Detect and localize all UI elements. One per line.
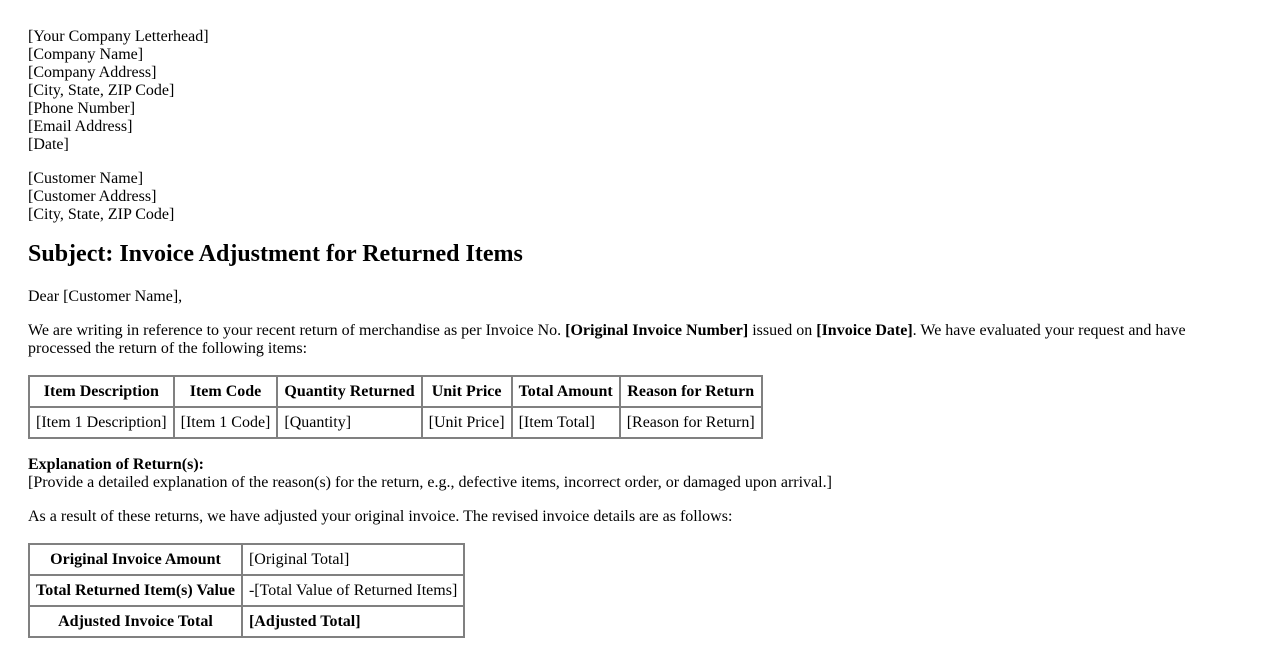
intro-text-2: issued on <box>748 322 817 339</box>
customer-city-state-zip: [City, State, ZIP Code] <box>28 206 175 223</box>
customer-address: [Customer Address] <box>28 188 157 205</box>
header-unit-price: Unit Price <box>422 376 512 407</box>
table-row <box>29 575 464 606</box>
greeting: Dear [Customer Name], <box>28 288 183 305</box>
invoice-number: [Original Invoice Number] <box>565 322 749 339</box>
company-name: [Company Name] <box>28 46 144 63</box>
cell-item-code: [Item 1 Code] <box>174 407 278 438</box>
summary-paragraph: As a result of these returns, we have adjusted your original invoice. The revised invoice details are as follows: <box>28 508 733 525</box>
adjusted-invoice-total-value: [Adjusted Total] <box>242 606 464 637</box>
table-row <box>29 544 464 575</box>
company-city-state-zip: [City, State, ZIP Code] <box>28 82 175 99</box>
table-row <box>29 606 464 637</box>
cell-quantity: [Quantity] <box>277 407 421 438</box>
invoice-totals-table <box>28 543 465 638</box>
header-item-code: Item Code <box>174 376 278 407</box>
header-reason-for-return: Reason for Return <box>620 376 762 407</box>
adjusted-invoice-total-label: Adjusted Invoice Total <box>29 606 242 637</box>
cell-reason-for-return: [Reason for Return] <box>620 407 762 438</box>
intro-paragraph <box>28 322 1218 358</box>
original-invoice-amount-label: Original Invoice Amount <box>29 544 242 575</box>
subject-heading: Subject: Invoice Adjustment for Returned Items <box>28 241 523 267</box>
letterhead-line: [Your Company Letterhead] <box>28 28 209 45</box>
company-phone: [Phone Number] <box>28 100 136 117</box>
returned-items-value-value: -[Total Value of Returned Items] <box>242 575 464 606</box>
cell-unit-price: [Unit Price] <box>422 407 512 438</box>
intro-text-1: We are writing in reference to your recent return of merchandise as per Invoice No. <box>28 322 566 339</box>
explanation-text: [Provide a detailed explanation of the reason(s) for the return, e.g., defective items, incorrect order, or damaged upon arrival.] <box>28 474 832 491</box>
header-total-amount: Total Amount <box>512 376 620 407</box>
customer-name: [Customer Name] <box>28 170 144 187</box>
original-invoice-amount-value: [Original Total] <box>242 544 464 575</box>
header-item-description: Item Description <box>29 376 174 407</box>
company-address: [Company Address] <box>28 64 157 81</box>
intro-text-3: . We have evaluated your request and have processed the return of the following items: <box>28 322 1186 357</box>
cell-item-description: [Item 1 Description] <box>29 407 174 438</box>
table-row <box>29 407 762 438</box>
cell-item-total: [Item Total] <box>512 407 620 438</box>
letter-date: [Date] <box>28 136 69 153</box>
letterhead-block <box>28 28 1250 154</box>
header-quantity-returned: Quantity Returned <box>277 376 421 407</box>
invoice-date: [Invoice Date] <box>816 322 913 339</box>
recipient-block <box>28 170 1250 224</box>
explanation-title: Explanation of Return(s): <box>28 456 205 473</box>
returned-items-table <box>28 375 763 439</box>
company-email: [Email Address] <box>28 118 133 135</box>
table-header-row <box>29 376 762 407</box>
returned-items-value-label: Total Returned Item(s) Value <box>29 575 242 606</box>
